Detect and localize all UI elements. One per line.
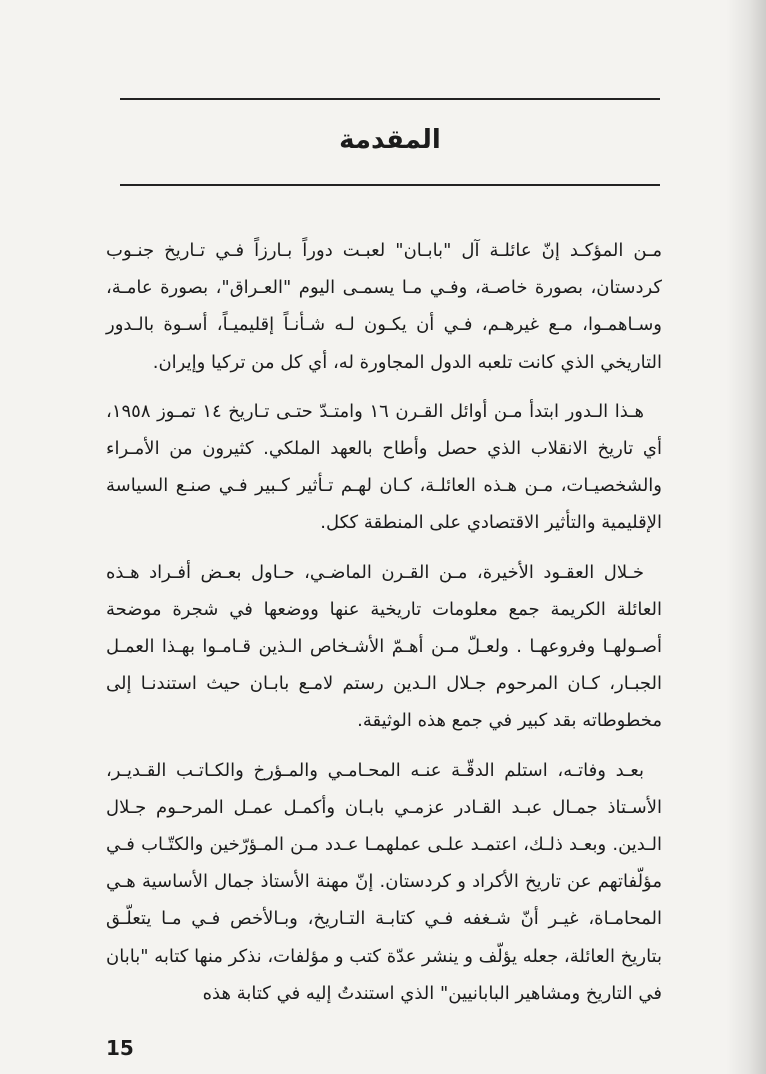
paragraph-4: بعـد وفاتـه، استلم الدقّـة عنـه المحـامـي والمـؤرخ والكـاتـب القـديـر، الأسـتاذ جمـال عبـد القـادر عزمـي بابـان وأكمـل عمـل المرحـوم جـلال الـدين. وبعـد ذلـك، اعتمـد علـى عملهمـا عـدد مـن المـؤرّخين والكتّـاب فـي مؤلّفاتهم عن تاريخ الأكراد و كردستان. إنّ مهنة الأستاذ جمال الأساسية هـي المحامـاة، غيـر أنّ شـغفه فـي كتابـة التـاريخ، وبـالأخص فـي مـا يتعلّـق بتاريخ العائلة، جعله يؤلّف و ينشر عدّة كتب و مؤلفات، نذكر منها كتابه "بابان في التاريخ ومشاهير البابانيين" الذي استندتُ إليه في كتابة هذه: [106, 759, 662, 1004]
page-title: المقدمة: [339, 125, 441, 155]
page-edge-shadow: [726, 0, 766, 1074]
paragraph-3: خـلال العقـود الأخيرة، مـن القـرن الماضـي، حـاول بعـض أفـراد هـذه العائلة الكريمة جمع معلومات تاريخية عنها ووضعها في شجرة موضحة أصـولهـا وفروعهـا . ولعـلّ مـن أهـمّ الأشـخاص الـذين قـامـوا بهـذا العمـل الجبـار، كـان المرحوم جـلال الـدين رستم لامـع بابـان حيث استندنـا إلى مخطوطاته بقد كبير في جمع هذه الوثيقة.: [106, 561, 662, 732]
page-number: 15: [106, 1036, 134, 1060]
title-rule-bottom: [120, 184, 660, 186]
title-rule-top: [120, 98, 660, 100]
paragraph-1: مـن المؤكـد إنّ عائلـة آل "بابـان" لعبـت دوراً بـارزاً فـي تـاريخ جنـوب كردستان، بصورة خاصـة، وفـي مـا يسمـى اليوم "العـراق"، بصورة عامـة، وسـاهمـوا، مـع غيرهـم، فـي أن يكـون لـه شـأنـاً إقليميـاً، أسـوة بالـدور التاريخي الذي كانت تلعبه الدول المجاورة له، أي كل من تركيا وإيران.: [106, 240, 662, 373]
paragraph-2: هـذا الـدور ابتدأ مـن أوائل القـرن ١٦ وامتـدّ حتـى تـاريخ ١٤ تمـوز ١٩٥٨، أي تاريخ الانقلاب الذي حصل وأطاح بالعهد الملكي. كثيرون من الأمـراء والشخصيـات، مـن هـذه العائلـة، كـان لهـم تـأثير كـبير فـي صنـع السياسة الإقليمية والتأثير الاقتصادي على المنطقة ككل.: [106, 400, 662, 534]
body-text: [106, 232, 662, 1024]
